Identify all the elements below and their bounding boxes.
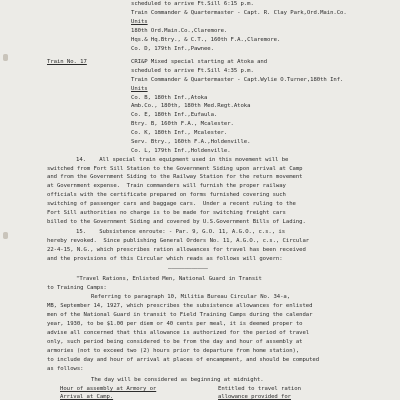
text-line: Train Commander & Quartermaster - Capt.Wylie O.Turner,180th Inf. xyxy=(131,77,344,83)
punch-hole xyxy=(3,54,8,61)
paragraph-line: and from the Government Siding to the Railway Station for the return movement xyxy=(47,174,303,180)
quoted-heading: "Travel Rations, Enlisted Men, National Guard in Transit xyxy=(76,276,262,282)
punch-hole xyxy=(3,232,8,239)
unit-entry: Co. E, 180th Inf.,Eufaula. xyxy=(131,112,218,118)
paragraph-line: 15. Subsistence enroute: - Par. 9, G.O. 11, A.G.O., c.s., is xyxy=(76,229,286,235)
unit-entry: Hqs.& Hq.Btry., & C.T., 160th F.A.,Claremore. xyxy=(131,37,281,43)
table-header-left: Arrival at Camp. xyxy=(60,394,114,400)
separator-line: ———————————— xyxy=(168,266,208,272)
text-line: CRI&P Mixed special starting at Atoka and xyxy=(131,59,268,65)
paragraph-line: as follows: xyxy=(47,366,84,372)
table-header-left: Hour of assembly at Armory or xyxy=(60,386,157,392)
paragraph-line: hereby revoked. Since publishing General Orders No. 11, A.G.O., c.s., Circular xyxy=(47,238,310,244)
paragraph-line: armories (not to exceed two (2) hours prior to departure from home station), xyxy=(47,348,300,354)
paragraph-line: to include day and hour of arrival at places of encampment, and should be computed xyxy=(47,357,320,363)
text-line: Train Commander & Quartermaster - Capt. R. Clay Park,Ord.Main.Co. xyxy=(131,10,347,16)
paragraph-line: switching of passenger cars and baggage cars. Under a recent ruling to the xyxy=(47,201,296,207)
quoted-heading: to Training Camps: xyxy=(47,285,107,291)
paragraph-line: and the provisions of this Circular which reads as follows will govern: xyxy=(47,256,283,262)
paragraph-line: only, such period being considered to be from the day and hour of assembly at xyxy=(47,339,303,345)
text-line: scheduled to arrive Ft.Sill 6:15 p.m. xyxy=(131,1,254,7)
paragraph-line: officials with the certificate prepared on forms furnished covering such xyxy=(47,192,286,198)
paragraph-line: 22-4-15, N.G., which prescribes ration allowances for travel has been received xyxy=(47,247,306,253)
table-header-right: Entitled to travel ration xyxy=(218,386,301,392)
units-heading: Units xyxy=(131,19,148,25)
paragraph-line: 14. All special train equipment used in this movement will be xyxy=(76,157,289,163)
paragraph-line: at Government expense. Train commanders will furnish the proper railway xyxy=(47,183,286,189)
train-number-label: Train No. 17 xyxy=(47,59,87,65)
table-header-right: allowance provided for xyxy=(218,394,291,400)
unit-entry: Co. K, 180th Inf., Mcalester. xyxy=(131,130,228,136)
paragraph-line: advise all concerned that this allowance is authorized for the period of travel xyxy=(47,330,310,336)
unit-entry: Serv. Btry., 160th F.A.,Holdenville. xyxy=(131,139,251,145)
unit-entry: Co. L, 179th Inf.,Holdenville. xyxy=(131,148,231,154)
unit-entry: Co. B, 180th Inf.,Atoka xyxy=(131,95,208,101)
unit-entry: Btry. B, 160th F.A., Mcalester. xyxy=(131,121,234,127)
paragraph-line: Fort Sill authorities no charge is to be made for switching freight cars xyxy=(47,210,286,216)
unit-entry: 180th Ord.Main.Co.,Claremore. xyxy=(131,28,228,34)
paragraph-line: men of the National Guard in transit to Field Training Camps during the calendar xyxy=(47,312,313,318)
unit-entry: Amb.Co., 180th, 180th Med.Regt.Atoka xyxy=(131,103,251,109)
text-line: scheduled to arrive Ft.Sill 4:35 p.m. xyxy=(131,68,254,74)
paragraph-line: year, 1930, to be $1.00 per diem or 40 cents per meal, it is deemed proper to xyxy=(47,321,303,327)
units-heading: Units xyxy=(131,86,148,92)
paragraph-line: switched from Fort Sill Station to the Government Siding upon arrival at Camp xyxy=(47,166,303,172)
paragraph-line: billed to the Government Siding and covered by U.S.Government Bills of Lading. xyxy=(47,219,306,225)
paragraph-line: MB, September 14, 1927, which prescribes the subsistence allowances for enlisted xyxy=(47,303,313,309)
paragraph-line: The day will be considered as beginning at midnight. xyxy=(91,377,264,383)
unit-entry: Co. D, 179th Inf.,Pawnee. xyxy=(131,46,214,52)
paragraph-line: Referring to paragraph 10, Militia Bureau Circular No. 34-a, xyxy=(91,294,291,300)
